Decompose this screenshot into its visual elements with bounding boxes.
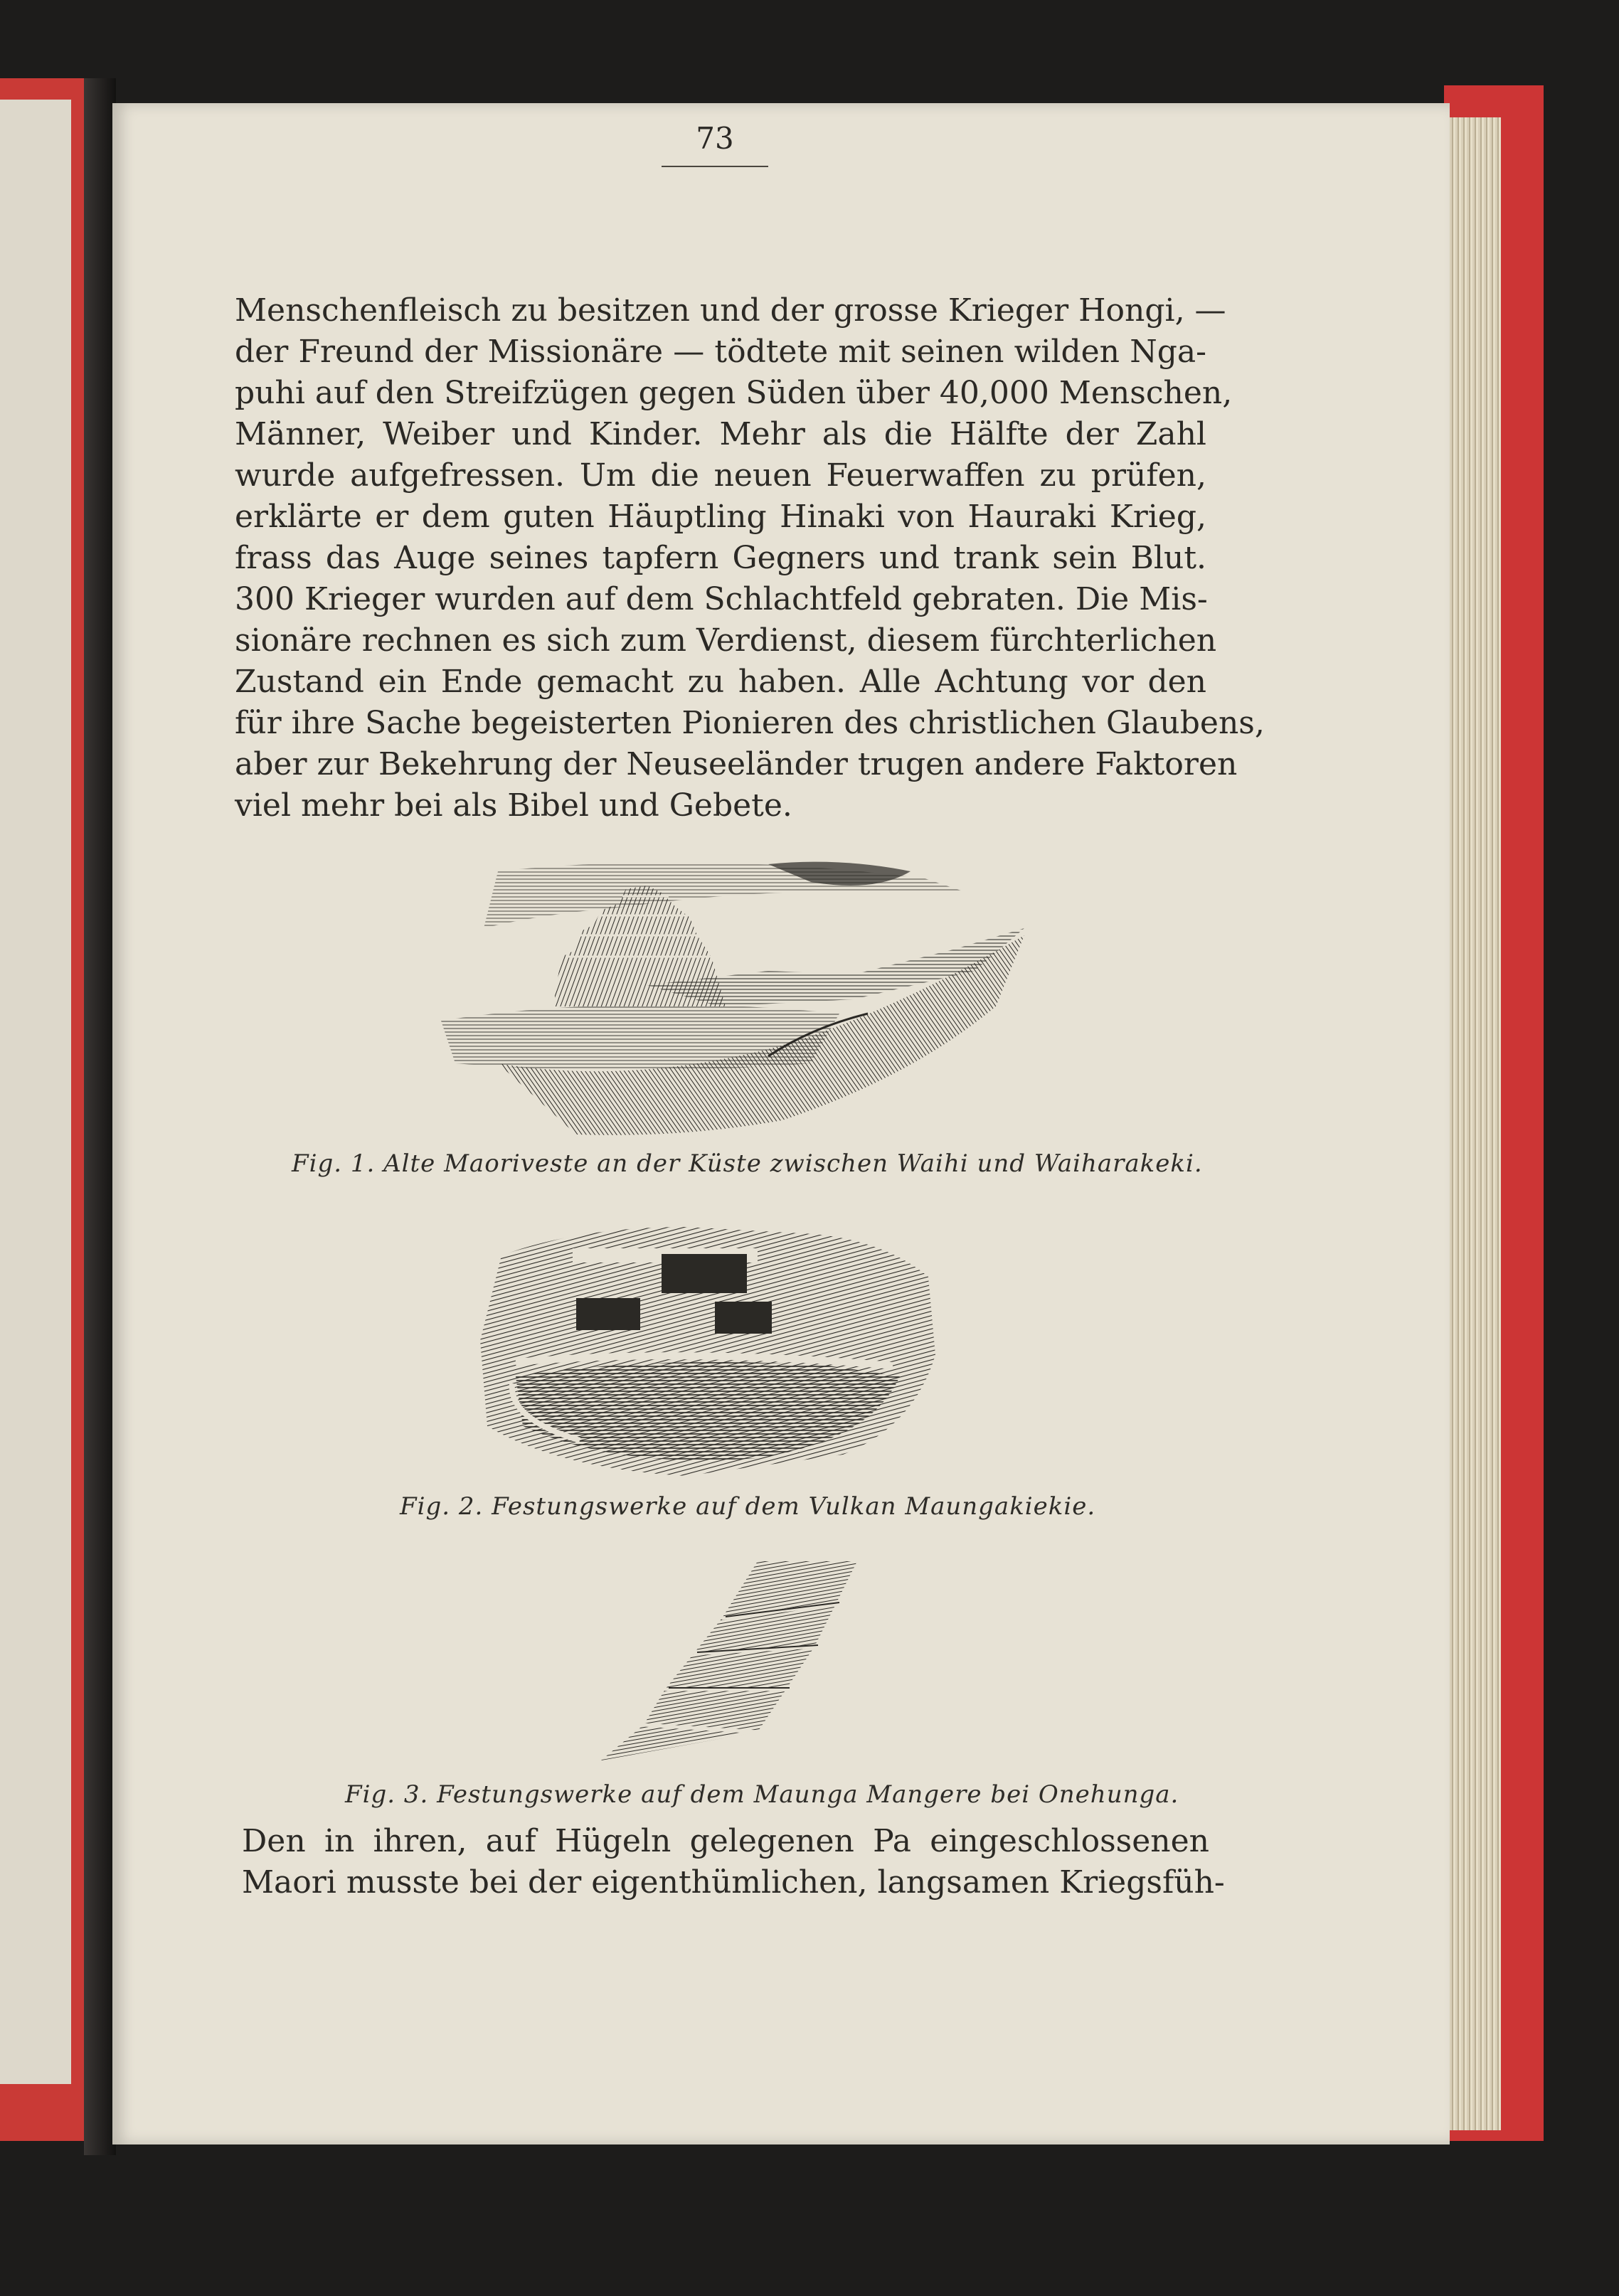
figure-1-caption: Fig. 1. Alte Maoriveste an der Küste zwischen Waihi und Waiharakeki.	[292, 1149, 1203, 1178]
text-line: aber zur Bekehrung der Neuseeländer trugen andere Faktoren	[235, 746, 1238, 782]
left-page-paper	[0, 100, 71, 2084]
text-line: Den in ihren, auf Hügeln gelegenen Pa eingeschlossenen	[242, 1823, 1209, 1859]
figure-2-illustration	[473, 1213, 943, 1483]
text-line: wurde aufgefressen. Um die neuen Feuerwaffen zu prüfen,	[235, 457, 1206, 494]
text-line: 300 Krieger wurden auf dem Schlachtfeld gebraten. Die Mis-	[235, 581, 1208, 617]
text-line: Menschenfleisch zu besitzen und der grosse Krieger Hongi, —	[235, 292, 1226, 329]
page-edges	[1444, 117, 1501, 2130]
book-gutter	[84, 78, 116, 2155]
figure-1-illustration	[413, 850, 1046, 1142]
text-line: puhi auf den Streifzügen gegen Süden über 40,000 Menschen,	[235, 375, 1233, 411]
body-text-bottom	[242, 1821, 1225, 1903]
figure-3-illustration	[601, 1561, 857, 1768]
page-number: 73	[696, 121, 734, 156]
figure-3-caption: Fig. 3. Festungswerke auf dem Maunga Mangere bei Onehunga.	[345, 1780, 1179, 1809]
text-line: der Freund der Missionäre — tödtete mit seinen wilden Nga-	[235, 334, 1206, 370]
text-line: Männer, Weiber und Kinder. Mehr als die Hälfte der Zahl	[235, 416, 1206, 452]
body-text-top	[235, 290, 1265, 827]
figure-2-caption: Fig. 2. Festungswerke auf dem Vulkan Maungakiekie.	[400, 1492, 1096, 1521]
text-line: Maori musste bei der eigenthümlichen, langsamen Kriegsfüh-	[242, 1864, 1225, 1901]
text-line: für ihre Sache begeisterten Pionieren des christlichen Glaubens,	[235, 705, 1265, 741]
page-number-rule	[662, 166, 768, 167]
text-line: sionäre rechnen es sich zum Verdienst, diesem fürchterlichen	[235, 622, 1217, 659]
text-line: Zustand ein Ende gemacht zu haben. Alle Achtung vor den	[235, 664, 1206, 700]
text-line: erklärte er dem guten Häuptling Hinaki von Hauraki Krieg,	[235, 499, 1206, 535]
text-line: frass das Auge seines tapfern Gegners und trank sein Blut.	[235, 540, 1206, 576]
text-line: viel mehr bei als Bibel und Gebete.	[235, 787, 792, 824]
